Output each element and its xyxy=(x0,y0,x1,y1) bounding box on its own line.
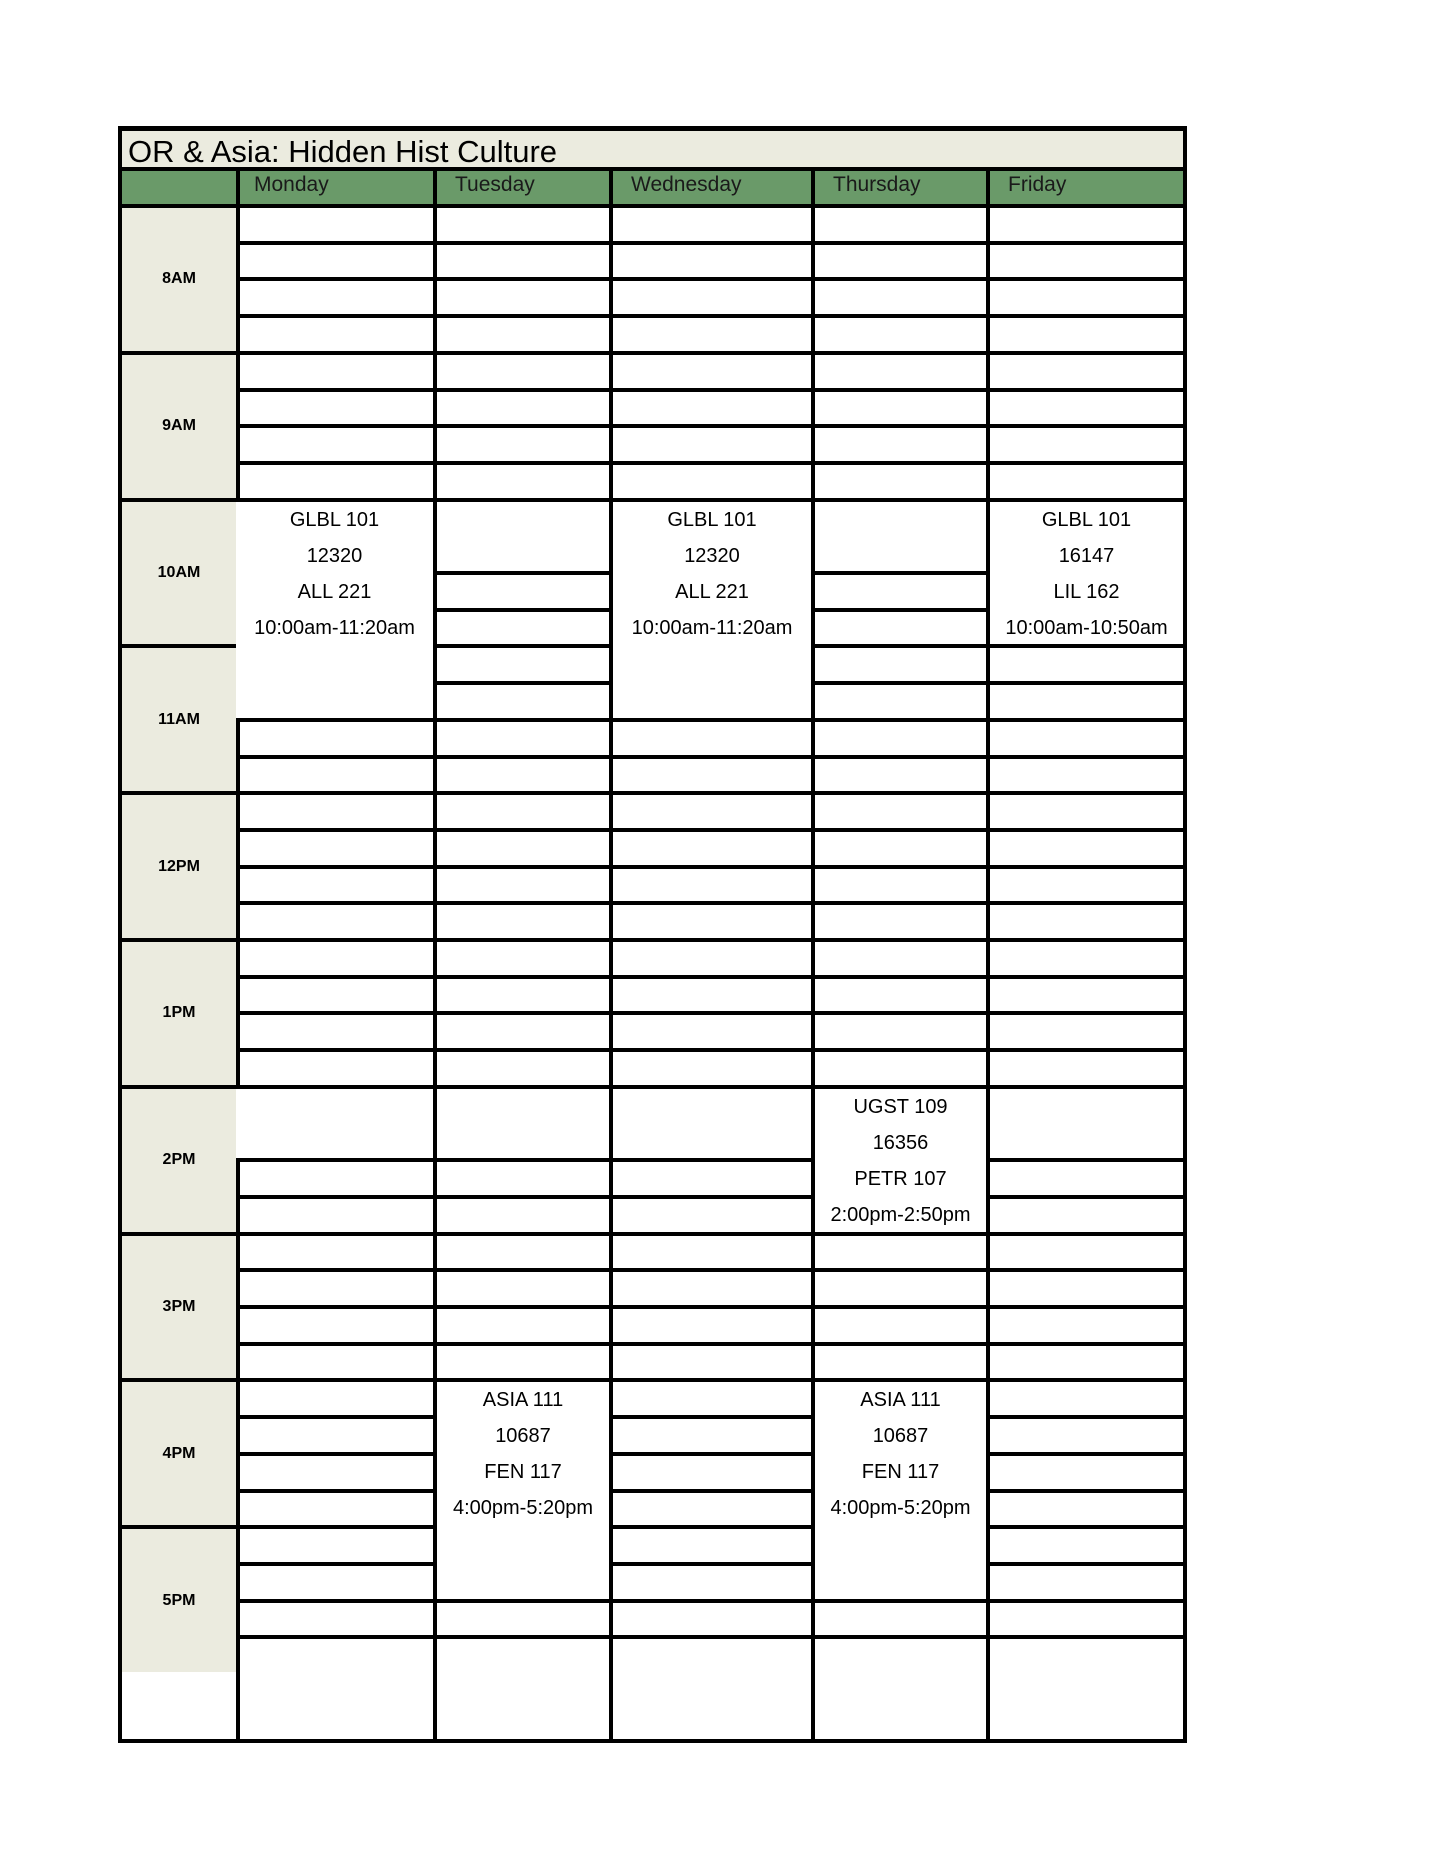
row-divider xyxy=(236,1635,1183,1639)
row-divider xyxy=(236,388,1183,392)
class-course: GLBL 101 xyxy=(289,508,380,531)
row-divider xyxy=(236,461,1183,465)
row-divider xyxy=(236,351,1183,355)
class-time: 10:00am-11:20am xyxy=(631,616,793,639)
day-header-thursday: Thursday xyxy=(833,173,921,196)
hour-divider xyxy=(122,644,236,648)
hour-divider xyxy=(122,791,236,795)
class-crn: 16356 xyxy=(872,1131,929,1154)
row-divider xyxy=(236,1599,1183,1603)
row-divider xyxy=(236,718,1183,722)
grid-column-divider xyxy=(609,171,613,1739)
row-divider xyxy=(236,424,1183,428)
time-label: 5PM xyxy=(122,1529,236,1672)
day-header-tuesday: Tuesday xyxy=(455,173,535,196)
class-crn: 12320 xyxy=(306,544,363,567)
row-divider xyxy=(236,1452,1183,1456)
row-divider xyxy=(236,1489,1183,1493)
class-room: FEN 117 xyxy=(484,1461,562,1484)
hour-divider xyxy=(122,938,236,942)
hour-divider xyxy=(122,1378,236,1382)
hour-divider xyxy=(122,1085,236,1089)
row-divider xyxy=(236,277,1183,281)
row-divider xyxy=(236,1268,1183,1272)
class-course: GLBL 101 xyxy=(667,508,757,531)
day-header-row xyxy=(122,171,1183,208)
row-divider xyxy=(236,1158,1183,1162)
hour-divider xyxy=(122,1525,236,1529)
row-divider xyxy=(236,791,1183,795)
class-block[interactable] xyxy=(815,1089,986,1232)
merged-empty-cell xyxy=(437,502,609,571)
class-room: ALL 221 xyxy=(675,580,749,603)
row-divider xyxy=(236,1305,1183,1309)
class-time: 10:00am-10:50am xyxy=(1005,616,1168,639)
schedule-title: OR & Asia: Hidden Hist Culture xyxy=(128,134,558,169)
time-label: 12PM xyxy=(122,795,236,938)
grid-column-divider xyxy=(236,171,240,1739)
class-time: 10:00am-11:20am xyxy=(254,616,415,639)
row-divider xyxy=(236,1415,1183,1419)
class-block[interactable] xyxy=(815,1382,986,1598)
merged-empty-cell xyxy=(613,1089,811,1158)
class-crn: 10687 xyxy=(495,1425,551,1448)
day-header-wednesday: Wednesday xyxy=(631,173,742,196)
class-room: PETR 107 xyxy=(854,1167,947,1190)
row-divider xyxy=(236,828,1183,832)
row-divider xyxy=(236,1525,1183,1529)
class-block[interactable] xyxy=(990,502,1183,645)
row-divider xyxy=(236,975,1183,979)
class-room: ALL 221 xyxy=(297,580,372,603)
day-header-friday: Friday xyxy=(1008,173,1067,196)
row-divider xyxy=(236,755,1183,759)
row-divider xyxy=(236,865,1183,869)
class-time: 4:00pm-5:20pm xyxy=(452,1497,594,1520)
class-time: 4:00pm-5:20pm xyxy=(830,1497,971,1520)
time-label: 10AM xyxy=(122,502,236,645)
row-divider xyxy=(236,1342,1183,1346)
class-crn: 10687 xyxy=(872,1425,929,1448)
row-divider xyxy=(236,1011,1183,1015)
weekly-schedule xyxy=(118,126,1187,1743)
time-label: 4PM xyxy=(122,1382,236,1525)
row-divider xyxy=(236,1195,1183,1199)
row-divider xyxy=(236,241,1183,245)
grid-column-divider xyxy=(986,171,990,1739)
row-divider xyxy=(236,314,1183,318)
class-block[interactable] xyxy=(613,502,811,718)
time-label: 2PM xyxy=(122,1089,236,1232)
class-course: ASIA 111 xyxy=(482,1389,564,1412)
row-divider xyxy=(236,901,1183,905)
time-label: 11AM xyxy=(122,648,236,791)
class-course: UGST 109 xyxy=(853,1095,948,1118)
title-bar xyxy=(122,131,1183,171)
time-label: 8AM xyxy=(122,208,236,351)
time-label: 9AM xyxy=(122,355,236,498)
row-divider xyxy=(236,1232,1183,1236)
merged-empty-cell xyxy=(236,1089,433,1158)
class-room: FEN 117 xyxy=(861,1461,940,1484)
class-time: 2:00pm-2:50pm xyxy=(830,1203,971,1226)
row-divider xyxy=(236,1378,1183,1382)
merged-empty-cell xyxy=(815,502,986,571)
class-room: LIL 162 xyxy=(1053,580,1120,603)
day-header-monday: Monday xyxy=(254,173,329,196)
hour-divider xyxy=(122,1232,236,1236)
merged-empty-cell xyxy=(990,1089,1183,1158)
time-label: 1PM xyxy=(122,942,236,1085)
row-divider xyxy=(236,1048,1183,1052)
class-course: ASIA 111 xyxy=(860,1389,941,1412)
hour-divider xyxy=(122,498,236,502)
class-course: GLBL 101 xyxy=(1041,508,1132,531)
class-crn: 12320 xyxy=(684,544,740,567)
merged-empty-cell xyxy=(437,1089,609,1158)
class-crn: 16147 xyxy=(1058,544,1115,567)
class-block[interactable] xyxy=(236,502,433,718)
time-label: 3PM xyxy=(122,1236,236,1379)
row-divider xyxy=(236,938,1183,942)
class-block[interactable] xyxy=(437,1382,609,1598)
row-divider xyxy=(236,1562,1183,1566)
hour-divider xyxy=(122,351,236,355)
